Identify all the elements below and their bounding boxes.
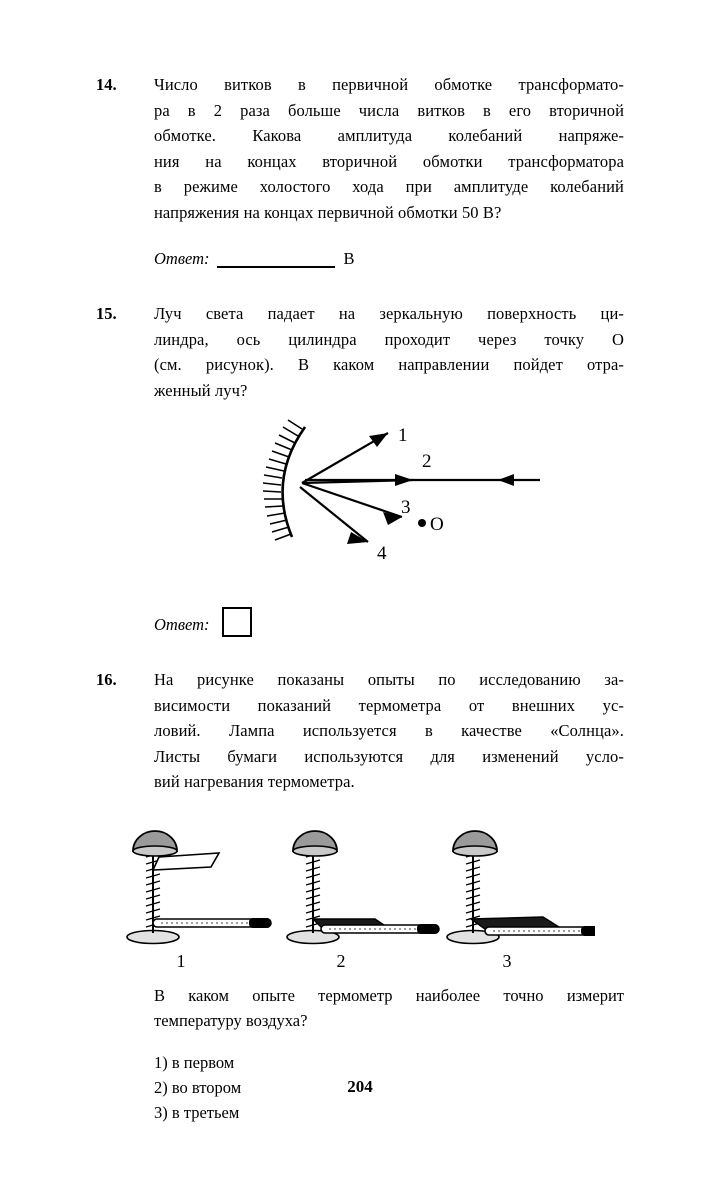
- option-2[interactable]: 2) во втором: [154, 1077, 242, 1097]
- lamp-thermometer-experiments: [125, 807, 595, 967]
- ray-1-arrow: [369, 433, 388, 447]
- question-14-line-4: ния на концах вторичной обмотки трансформатора: [154, 151, 624, 171]
- ray-1-label: 1: [398, 425, 408, 446]
- question-16-tail-text: [154, 983, 624, 1034]
- page-number: 204: [347, 1077, 373, 1096]
- question-14-answer-unit: В: [343, 249, 355, 268]
- question-15-answer-box[interactable]: [222, 607, 252, 637]
- question-14-line-5: в режиме холостого хода при амплитуде колебаний: [154, 177, 624, 196]
- question-15-line-2: линдра, ось цилиндра проходит через точку О: [154, 329, 624, 349]
- question-15-line-1: Луч света падает на зеркальную поверхность ци-: [154, 304, 624, 323]
- question-14-line-2: ра в 2 раза больше числа витков в его вторичной: [154, 100, 624, 120]
- question-14-body: [154, 72, 624, 225]
- question-16-line-1: На рисунке показаны опыты по исследованию за-: [154, 670, 624, 689]
- question-14-answer-label: Ответ:: [154, 249, 210, 268]
- ray-4-label: 4: [377, 543, 387, 564]
- axis-point-label: О: [430, 514, 444, 535]
- incident-ray-arrow: [498, 474, 514, 486]
- option-1[interactable]: 1) в первом: [154, 1052, 235, 1072]
- question-16-tail-line-1: В каком опыте термометр наиболее точно измерит: [154, 985, 624, 1005]
- experiment-1-caption: 1: [176, 950, 186, 967]
- experiment-2: [287, 831, 439, 967]
- question-14-line-3: обмотке. Какова амплитуда колебаний напряже-: [154, 126, 624, 145]
- axis-point-dot: [418, 519, 426, 527]
- experiment-3-caption: 3: [502, 950, 512, 967]
- question-14-line-1: Число витков в первичной обмотке трансформато-: [154, 75, 624, 94]
- question-15-line-3: (см. рисунок). В каком направлении пойдет отра-: [154, 355, 624, 374]
- experiment-2-caption: 2: [336, 950, 346, 967]
- question-16-line-4: Листы бумаги используются для изменений усло-: [154, 746, 624, 766]
- question-16-body: [154, 667, 624, 795]
- ray-3-label: 3: [401, 497, 411, 518]
- question-16-tail-line-2: температуру воздуха?: [154, 1011, 308, 1030]
- question-14-line-6: напряжения на концах первичной обмотки 50 В?: [154, 202, 502, 222]
- ray-2-label: 2: [422, 451, 432, 472]
- question-16-number: 16.: [96, 670, 117, 689]
- question-16-figure: [96, 807, 624, 967]
- question-16-line-2: висимости показаний термометра от внешних ус-: [154, 695, 624, 715]
- question-14-answer-row: [154, 247, 624, 271]
- question-14: [96, 72, 624, 225]
- question-16-line-5: вий нагревания термометра.: [154, 772, 355, 791]
- question-15-body: [154, 301, 624, 403]
- question-14-answer-blank[interactable]: [217, 251, 335, 268]
- question-15-line-4: женный луч?: [154, 380, 248, 400]
- ray-4-line: [300, 487, 368, 542]
- question-15-answer-label: Ответ:: [154, 615, 210, 634]
- experiment-3: [447, 831, 595, 967]
- question-16-line-3: ловий. Лампа используется в качестве «Солнца».: [154, 721, 624, 740]
- question-15: [96, 301, 624, 403]
- question-16-text: [154, 667, 624, 795]
- question-15-number: 15.: [96, 304, 117, 323]
- option-3[interactable]: 3) в третьем: [154, 1102, 240, 1122]
- question-15-figure: [96, 417, 624, 585]
- ray-2-arrow: [395, 474, 413, 486]
- page-content: [96, 72, 624, 1125]
- mirror-ray-diagram: [150, 417, 570, 585]
- question-15-answer-row: [154, 607, 624, 637]
- experiment-1: [127, 831, 271, 967]
- question-16: [96, 667, 624, 795]
- question-15-text: [154, 301, 624, 403]
- question-14-text: [154, 72, 624, 225]
- question-14-number: 14.: [96, 75, 117, 94]
